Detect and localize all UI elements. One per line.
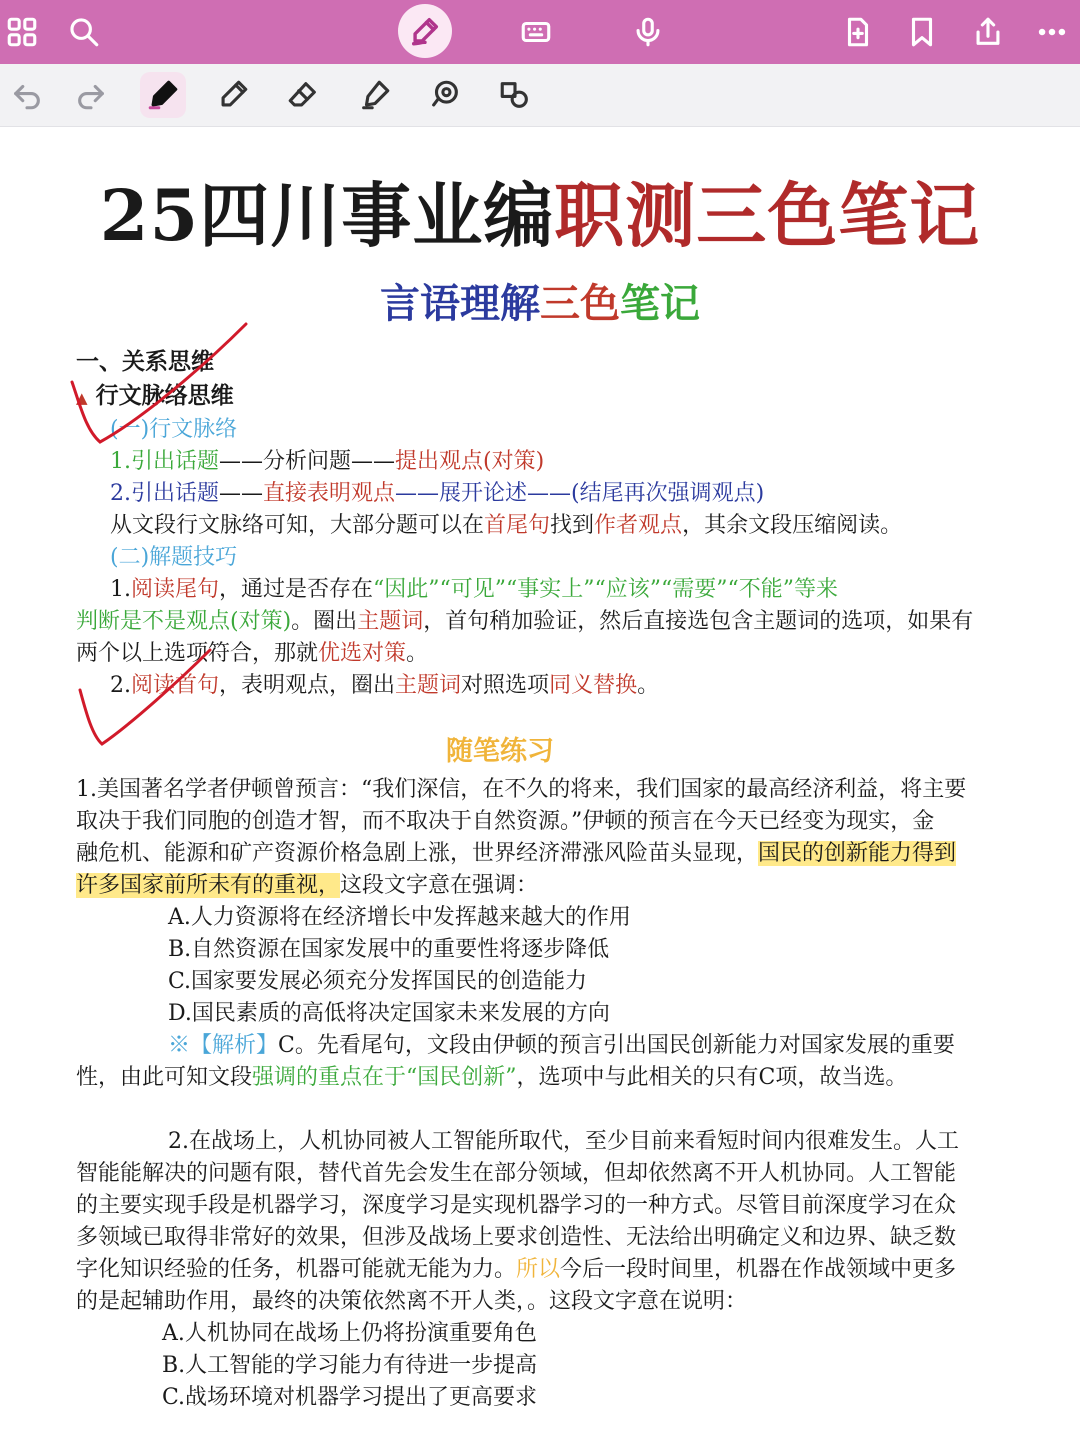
pen-icon[interactable] [140,72,186,118]
rule-line-1: 1.引出话题——分析问题——提出观点(对策) [110,449,545,474]
q1-text: 取决于我们同胞的创造才智，而不取决于自然资源。”伊顿的预言在今天已经变为现实，金 [76,809,935,834]
q1-text: 1.美国著名学者伊顿曾预言：“我们深信，在不久的将来，我们国家的最高经济利益，将主要 [76,777,967,802]
tip-line-3: 两个以上选项符合，那就优选对策。 [76,641,429,666]
search-icon[interactable] [62,10,106,54]
q2-option-a: A.人机协同在战场上仍将扮演重要角色 [162,1321,537,1346]
rule-line-2: 2.引出话题——直接表明观点——展开论述——(结尾再次强调观点) [110,481,765,506]
rule-line-3: 从文段行文脉络可知，大部分题可以在首尾句找到作者观点，其余文段压缩阅读。 [110,513,903,538]
bookmark-icon[interactable] [900,10,944,54]
more-icon[interactable] [1030,10,1074,54]
q2-text: 的是起辅助作用，最终的决策依然离不开人类，。这段文字意在说明： [76,1289,748,1314]
undo-icon[interactable] [4,72,50,118]
shapes-icon[interactable] [492,72,538,118]
q2-text: 的主要实现手段是机器学习，深度学习是实现机器学习的一种方式。尽管目前深度学习在众 [76,1193,957,1218]
q2-text: 多领域已取得非常好的效果，但涉及战场上要求创造性、无法给出明确定义和边界、缺乏数 [76,1225,957,1250]
tip-line-2: 判断是不是观点(对策)。圈出主题词，首句稍加验证，然后直接选包含主题词的选项，如果有 [76,609,974,634]
page-title: 25四川事业编职测三色笔记 [99,174,981,257]
microphone-icon[interactable] [626,10,670,54]
heading-1: 一、关系思维 [76,348,214,375]
q1-analysis: 性，由此可知文段强调的重点在于“国民创新”，选项中与此相关的只有C项，故当选。 [76,1065,908,1090]
subheading-1: (一)行文脉络 [110,417,238,442]
q1-analysis: ※【解析】C。先看尾句，文段由伊顿的预言引出国民创新能力对国家发展的重要 [168,1033,955,1058]
practice-title: 随笔练习 [446,736,554,767]
subheading-2: (二)解题技巧 [110,545,238,570]
q1-option-b: B.自然资源在国家发展中的重要性将逐步降低 [168,937,610,962]
q2-text: 字化知识经验的任务，机器可能就无能为力。所以今后一段时间里，机器在作战领域中更多 [76,1257,957,1282]
top-app-bar [0,0,1080,64]
grid-icon[interactable] [0,10,44,54]
tip-line-1: 1.阅读尾句，通过是否存在“因此”“可见”“事实上”“应该”“需要”“不能”等来 [110,577,838,602]
q2-text: 智能能解决的问题有限，替代首先会发生在部分领域，但却依然离不开人机协同。人工智能 [76,1161,957,1186]
drawing-toolbar [0,64,1080,127]
heading-2: ▲ 行文脉络思维 [76,382,234,409]
q1-option-a: A.人力资源将在经济增长中发挥越来越大的作用 [168,905,631,930]
q2-option-c: C.战场环境对机器学习提出了更高要求 [162,1385,538,1410]
q2-text: 2.在战场上，人机协同被人工智能所取代，至少目前来看短时间内很难发生。人工 [168,1129,959,1154]
section-subtitle: 言语理解三色笔记 [380,280,700,327]
share-icon[interactable] [966,10,1010,54]
q1-option-d: D.国民素质的高低将决定国家未来发展的方向 [168,1001,610,1026]
pen-tool-icon[interactable] [398,4,452,58]
highlighter-icon[interactable] [352,72,398,118]
pencil-icon[interactable] [210,72,256,118]
lasso-icon[interactable] [422,72,468,118]
add-page-icon[interactable] [836,10,880,54]
eraser-icon[interactable] [280,72,326,118]
q1-text: 融危机、能源和矿产资源价格急剧上涨，世界经济滞涨风险苗头显现，国民的创新能力得到 [76,841,957,866]
redo-icon[interactable] [68,72,114,118]
q1-text: 许多国家前所未有的重视，这段文字意在强调： [76,873,539,898]
q2-option-b: B.人工智能的学习能力有待进一步提高 [162,1353,538,1378]
q1-option-c: C.国家要发展必须充分发挥国民的创造能力 [168,969,588,994]
tip-line-4: 2.阅读首句，表明观点，圈出主题词对照选项同义替换。 [110,673,660,698]
keyboard-icon[interactable] [514,10,558,54]
